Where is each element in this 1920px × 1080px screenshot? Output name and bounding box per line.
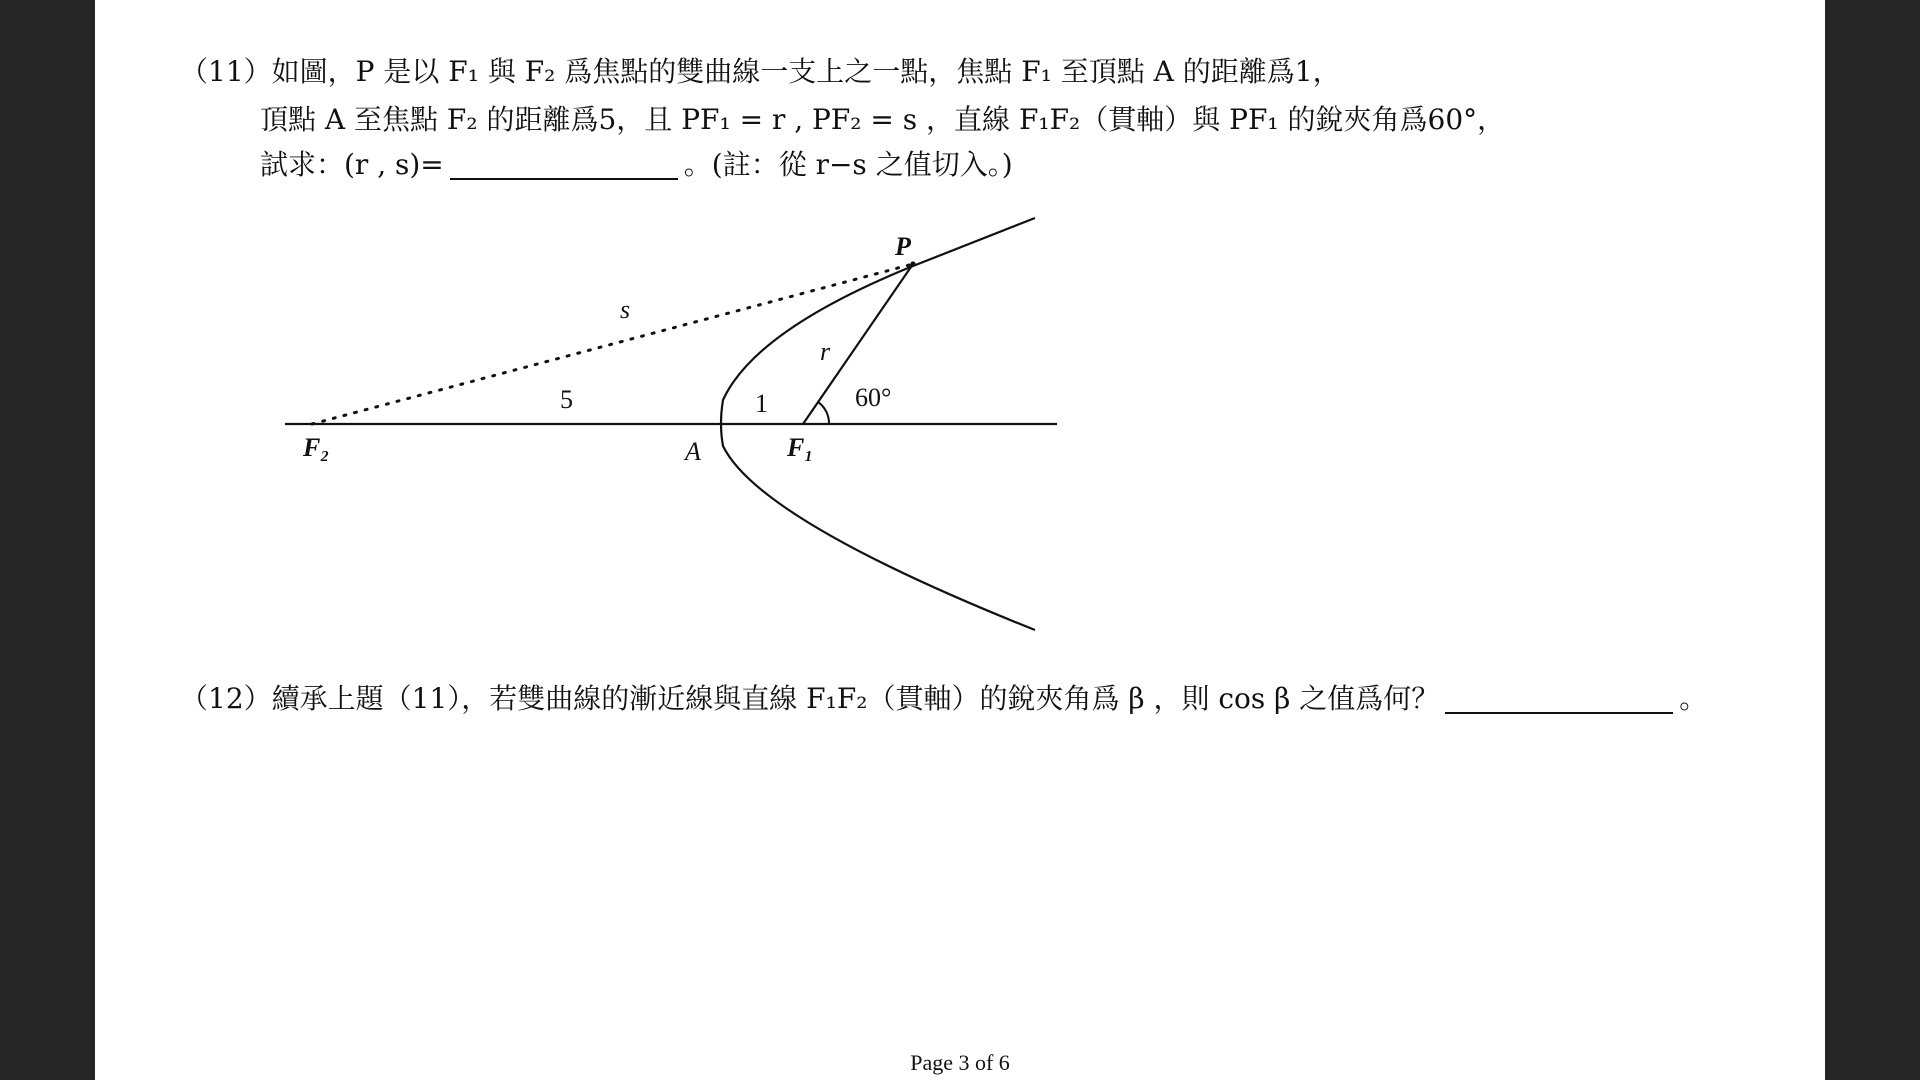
label-p: P <box>895 232 911 261</box>
q11-prompt: 試求：(r , s)= <box>260 148 444 181</box>
label-f2: F₂ <box>303 433 330 462</box>
angle-arc-60 <box>818 402 829 424</box>
q11-note: 。(註：從 r−s 之值切入。) <box>683 148 1013 181</box>
label-s: s <box>620 295 631 324</box>
label-r: r <box>820 337 831 366</box>
point-p-marker <box>910 261 915 266</box>
label-angle-60: 60° <box>855 383 892 412</box>
hyperbola-diagram <box>95 0 1825 640</box>
q12-suffix: 。 <box>1679 682 1708 715</box>
label-distance-5: 5 <box>560 385 573 414</box>
q12-text: 續承上題（11），若雙曲線的漸近線與直線 F₁F₂（貫軸）的銳夾角爲 β ，則 cos β 之值爲何？ <box>271 682 1440 715</box>
q11-text-line2: 頂點 A 至焦點 F₂ 的距離爲5，且 PF₁ = r , PF₂ = s ，直線 F₁F₂（貫軸）與 PF₁ 的銳夾角爲60°， <box>260 103 1506 136</box>
q11-text-line1: 如圖，P 是以 F₁ 與 F₂ 爲焦點的雙曲線一支上之一點，焦點 F₁ 至頂點 A 的距離爲1， <box>271 55 1341 88</box>
page-number: Page 3 of 6 <box>910 1050 1010 1075</box>
q12-answer-blank[interactable] <box>1445 686 1673 714</box>
q12-line <box>180 682 1707 716</box>
q11-number: （11） <box>180 55 272 88</box>
document-page <box>95 0 1825 1080</box>
label-f1: F₁ <box>787 433 814 462</box>
label-a: A <box>685 437 701 466</box>
label-distance-1: 1 <box>755 389 768 418</box>
q12-number: （12） <box>180 682 272 715</box>
